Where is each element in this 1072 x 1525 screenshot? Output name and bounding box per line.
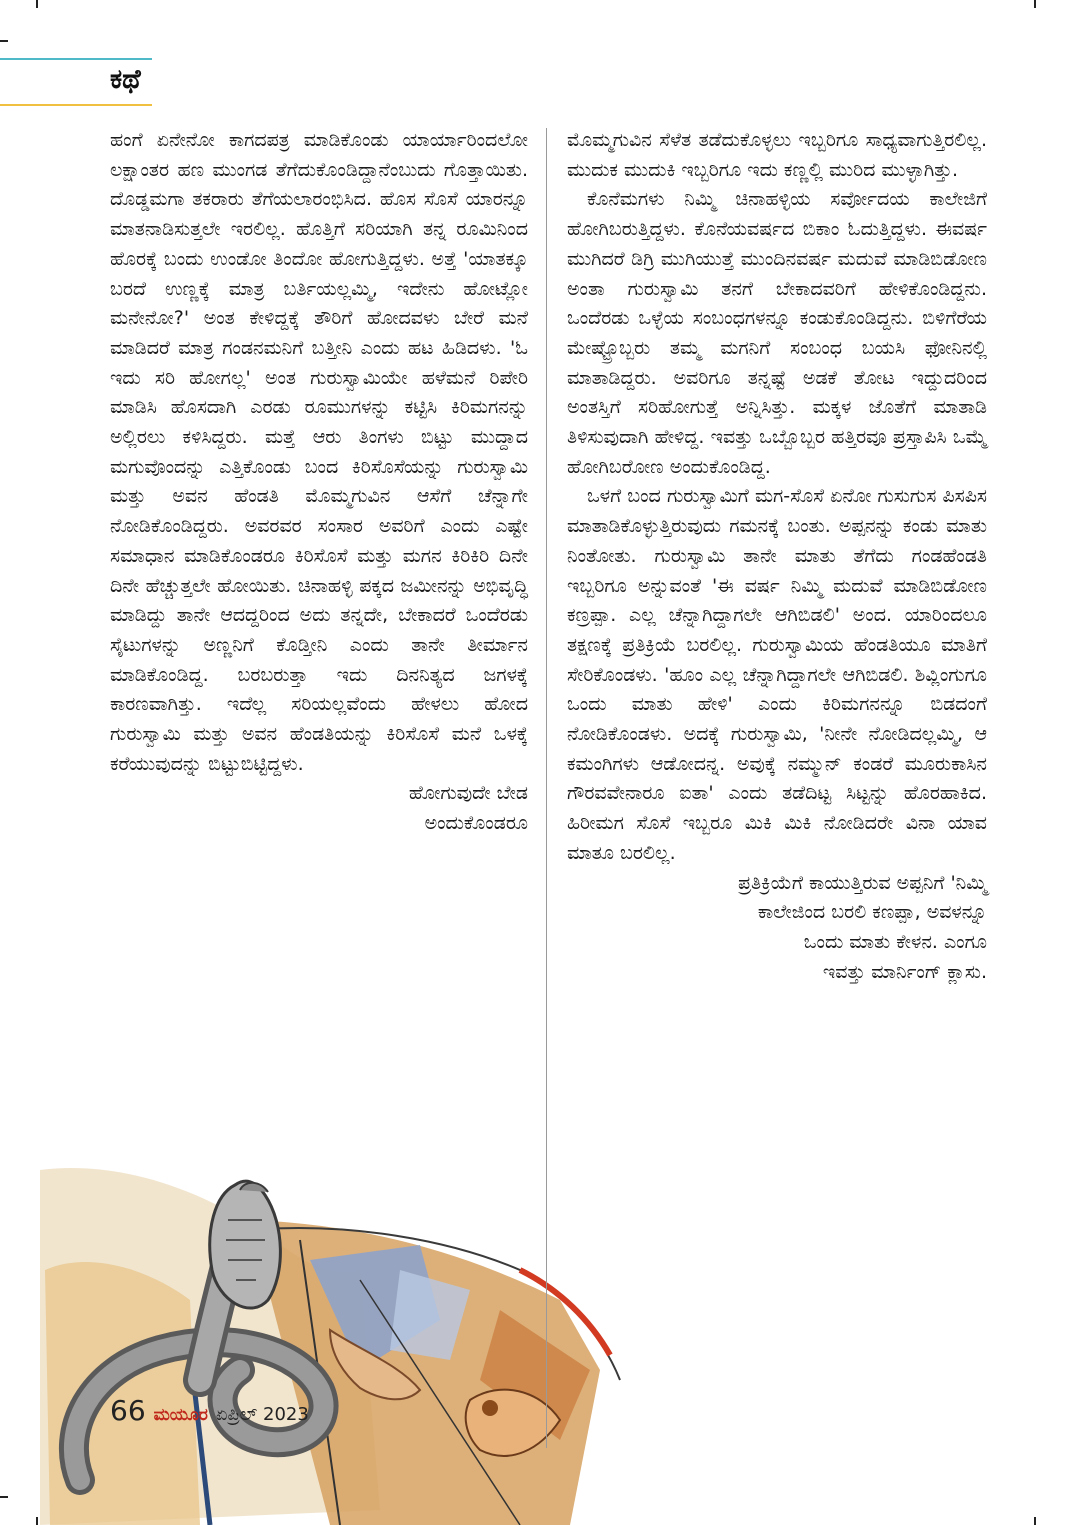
right-tail-line-1: ಪ್ರತಿಕ್ರಿಯೆಗೆ ಕಾಯುತ್ತಿರುವ ಅಪ್ಪನಿಗೆ 'ನಿಮ್ಮಿ (738, 871, 987, 894)
section-title: ಕಥೆ (110, 64, 141, 95)
column-divider (546, 128, 547, 1448)
page-footer (110, 1394, 309, 1427)
header-rule-teal (0, 58, 152, 60)
crop-mark (0, 40, 8, 42)
magazine-name: ಮಯೂರ (153, 1405, 208, 1425)
left-column (110, 126, 528, 839)
left-tail-line-2: ಅಂದುಕೊಂಡರೂ (424, 812, 528, 835)
header-rule-yellow (0, 104, 152, 106)
crop-mark (36, 0, 38, 8)
crop-mark (1034, 1517, 1036, 1525)
left-paragraph-1: ಹಂಗೆ ಏನೇನೋ ಕಾಗದಪತ್ರ ಮಾಡಿಕೊಂಡು ಯಾರ್ಯಾರಿಂದಲೋ ಲಕ್ಷಾಂತರ ಹಣ ಮುಂಗಡ ತೆಗೆದುಕೊಂಡಿದ್ದಾನೆಂಬುದು ಗೊತ್ತಾಯಿತು. ದೊಡ್ಡಮಗಾ ತಕರಾರು ತೆಗೆಯಲಾರಂಭಿಸಿದ. ಹೊಸ ಸೊಸೆ ಯಾರನ್ನೂ ಮಾತನಾಡಿಸುತ್ತಲೇ ಇರಲಿಲ್ಲ. ಹೊತ್ತಿಗೆ ಸರಿಯಾಗಿ ತನ್ನ ರೂಮಿನಿಂದ ಹೊರಕ್ಕೆ ಬಂದು ಉಂಡೋ ತಿಂದೋ ಹೋಗುತ್ತಿದ್ದಳು. ಅತ್ತೆ 'ಯಾತಕ್ಕೂ ಬರದೆ ಉಣ್ಣಕ್ಕೆ ಮಾತ್ರ ಬರ್ತಿಯಲ್ಲಮ್ಮಿ, ಇದೇನು ಹೋಟ್ಲೋ ಮನೇನೋ?' ಅಂತ ಕೇಳಿದ್ದಕ್ಕೆ ತೌರಿಗೆ ಹೋದವಳು ಬೇರೆ ಮನೆ ಮಾಡಿದರೆ ಮಾತ್ರ ಗಂಡನಮನಿಗೆ ಬತ್ತೀನಿ ಎಂದು ಹಟ ಹಿಡಿದಳು. 'ಓ ಇದು ಸರಿ ಹೋಗಲ್ಲ' ಅಂತ ಗುರುಸ್ವಾಮಿಯೇ ಹಳೆಮನೆ ರಿಪೇರಿ ಮಾಡಿಸಿ ಹೊಸದಾಗಿ ಎರಡು ರೂಮುಗಳನ್ನು ಕಟ್ಟಿಸಿ ಕಿರಿಮಗನನ್ನು ಅಲ್ಲಿರಲು ಕಳಿಸಿದ್ದರು. ಮತ್ತೆ ಆರು ತಿಂಗಳು ಬಿಟ್ಟು ಮುದ್ದಾದ ಮಗುವೊಂದನ್ನು ಎತ್ತಿಕೊಂಡು ಬಂದ ಕಿರಿಸೊಸೆಯನ್ನು ಗುರುಸ್ವಾಮಿ ಮತ್ತು ಅವನ ಹೆಂಡತಿ ಮೊಮ್ಮಗುವಿನ ಆಸೆಗೆ ಚೆನ್ನಾಗೇ ನೋಡಿಕೊಂಡಿದ್ದರು. ಅವರವರ ಸಂಸಾರ ಅವರಿಗೆ ಎಂದು ಎಷ್ಟೇ ಸಮಾಧಾನ ಮಾಡಿಕೊಂಡರೂ ಕಿರಿಸೊಸೆ ಮತ್ತು ಮಗನ ಕಿರಿಕಿರಿ ದಿನೇ ದಿನೇ ಹೆಚ್ಚುತ್ತಲೇ ಹೋಯಿತು. ಚಿನಾಹಳ್ಳಿ ಪಕ್ಕದ ಜಮೀನನ್ನು ಅಭಿವೃದ್ಧಿ ಮಾಡಿದ್ದು ತಾನೇ ಆದದ್ದರಿಂದ ಅದು ತನ್ನದೇ, ಬೇಕಾದರೆ ಒಂದೆರಡು ಸೈಟುಗಳನ್ನು ಅಣ್ಣನಿಗೆ ಕೊಡ್ತೀನಿ ಎಂದು ತಾನೇ ತೀರ್ಮಾನ ಮಾಡಿಕೊಂಡಿದ್ದ. ಬರಬರುತ್ತಾ ಇದು ದಿನನಿತ್ಯದ ಜಗಳಕ್ಕೆ ಕಾರಣವಾಗಿತ್ತು. ಇದೆಲ್ಲ ಸರಿಯಲ್ಲವೆಂದು ಹೇಳಲು ಹೋದ ಗುರುಸ್ವಾಮಿ ಮತ್ತು ಅವನ ಹೆಂಡತಿಯನ್ನು ಕಿರಿಸೊಸೆ ಮನೆ ಒಳಕ್ಕೆ ಕರೆಯುವುದನ್ನು ಬಿಟ್ಟುಬಿಟ್ಟಿದ್ದಳು. (110, 129, 528, 775)
crop-mark (1034, 0, 1036, 8)
issue-date: ಏಪ್ರಿಲ್ 2023 (215, 1404, 309, 1425)
right-paragraph-2: ಕೊನೆಮಗಳು ನಿಮ್ಮಿ ಚಿನಾಹಳ್ಳಿಯ ಸರ್ವೋದಯ ಕಾಲೇಜಿಗೆ ಹೋಗಿಬರುತ್ತಿದ್ದಳು. ಕೊನೆಯವರ್ಷದ ಬಿಕಾಂ ಓದುತ್ತಿದ್ದಳು. ಈವರ್ಷ ಮುಗಿದರೆ ಡಿಗ್ರಿ ಮುಗಿಯುತ್ತೆ ಮುಂದಿನವರ್ಷ ಮದುವೆ ಮಾಡಿಬಿಡೋಣ ಅಂತಾ ಗುರುಸ್ವಾಮಿ ತನಗೆ ಬೇಕಾದವರಿಗೆ ಹೇಳಿಕೊಂಡಿದ್ದನು. ಒಂದೆರಡು ಒಳ್ಳೆಯ ಸಂಬಂಧಗಳನ್ನೂ ಕಂಡುಕೊಂಡಿದ್ದನು. ಬಿಳಿಗೆರೆಯ ಮೇಷ್ಟ್ರೊಬ್ಬರು ತಮ್ಮ ಮಗನಿಗೆ ಸಂಬಂಧ ಬಯಸಿ ಫೋನಿನಲ್ಲಿ ಮಾತಾಡಿದ್ದರು. ಅವರಿಗೂ ತನ್ನಷ್ಟೆ ಅಡಕೆ ತೋಟ ಇದ್ದುದರಿಂದ ಅಂತಸ್ತಿಗೆ ಸರಿಹೋಗುತ್ತೆ ಅನ್ನಿಸಿತ್ತು. ಮಕ್ಕಳ ಜೊತೆಗೆ ಮಾತಾಡಿ ತಿಳಿಸುವುದಾಗಿ ಹೇಳಿದ್ದ. ಇವತ್ತು ಒಬ್ಬೊಬ್ಬರ ಹತ್ತಿರವೂ ಪ್ರಸ್ತಾಪಿಸಿ ಒಮ್ಮೆ ಹೋಗಿಬರೋಣ ಅಂದುಕೊಂಡಿದ್ದ. (567, 188, 987, 478)
right-paragraph-3: ಒಳಗೆ ಬಂದ ಗುರುಸ್ವಾಮಿಗೆ ಮಗ-ಸೊಸೆ ಏನೋ ಗುಸುಗುಸ ಪಿಸಪಿಸ ಮಾತಾಡಿಕೊಳ್ಳುತ್ತಿರುವುದು ಗಮನಕ್ಕೆ ಬಂತು. ಅಪ್ಪನನ್ನು ಕಂಡು ಮಾತು ನಿಂತೋತು. ಗುರುಸ್ವಾಮಿ ತಾನೇ ಮಾತು ತೆಗೆದು ಗಂಡಹೆಂಡತಿ ಇಬ್ಬರಿಗೂ ಅನ್ನುವಂತೆ 'ಈ ವರ್ಷ ನಿಮ್ಮಿ ಮದುವೆ ಮಾಡಿಬಿಡೋಣ ಕಣ್ರಪ್ಪಾ. ಎಲ್ಲ ಚೆನ್ನಾಗಿದ್ದಾಗಲೇ ಆಗಿಬಿಡಲಿ' ಅಂದ. ಯಾರಿಂದಲೂ ತಕ್ಷಣಕ್ಕೆ ಪ್ರತಿಕ್ರಿಯೆ ಬರಲಿಲ್ಲ. ಗುರುಸ್ವಾಮಿಯ ಹೆಂಡತಿಯೂ ಮಾತಿಗೆ ಸೇರಿಕೊಂಡಳು. 'ಹೂಂ ಎಲ್ಲ ಚೆನ್ನಾಗಿದ್ದಾಗಲೇ ಆಗಿಬಿಡಲಿ. ಶಿವ್ಲಿಂಗುಗೂ ಒಂದು ಮಾತು ಹೇಳಿ' ಎಂದು ಕಿರಿಮಗನನ್ನೂ ಬಿಡದಂಗೆ ನೋಡಿಕೊಂಡಳು. ಅದಕ್ಕೆ ಗುರುಸ್ವಾಮಿ, 'ನೀನೇ ನೋಡಿದಲ್ಲಮ್ಮಿ, ಆ ಕಮಂಗಿಗಳು ಆಡೋದನ್ನ. ಅವುಕ್ಕೆ ನಮ್ಮುನ್ ಕಂಡರೆ ಮೂರುಕಾಸಿನ ಗೌರವವೇನಾರೂ ಐತಾ' ಎಂದು ತಡೆದಿಟ್ಟ ಸಿಟ್ಟನ್ನು ಹೊರಹಾಕಿದ. ಹಿರೀಮಗ ಸೊಸೆ ಇಬ್ಬರೂ ಮಿಕಿ ಮಿಕಿ ನೋಡಿದರೇ ವಿನಾ ಯಾವ ಮಾತೂ ಬರಲಿಲ್ಲ. (567, 485, 987, 864)
right-tail-line-3: ಒಂದು ಮಾತು ಕೇಳನ. ಎಂಗೂ (803, 930, 987, 953)
right-tail-line-2: ಕಾಲೇಜಿಂದ ಬರಲಿ ಕಣಪ್ಪಾ, ಅವಳನ್ನೂ (757, 901, 987, 924)
right-tail-line-4: ಇವತ್ತು ಮಾರ್ನಿಂಗ್ ಕ್ಲಾಸು. (822, 960, 987, 983)
page-number: 66 (110, 1394, 146, 1427)
right-column (567, 126, 987, 987)
cobra-illustration-icon (0, 1150, 700, 1525)
right-paragraph-1: ಮೊಮ್ಮಗುವಿನ ಸೆಳೆತ ತಡೆದುಕೊಳ್ಳಲು ಇಬ್ಬರಿಗೂ ಸಾಧ್ಯವಾಗುತ್ತಿರಲಿಲ್ಲ. ಮುದುಕ ಮುದುಕಿ ಇಬ್ಬರಿಗೂ ಇದು ಕಣ್ಣಲ್ಲಿ ಮುರಿದ ಮುಳ್ಳಾಗಿತ್ತು. (567, 129, 987, 181)
left-tail-line-1: ಹೋಗುವುದೇ ಬೇಡ (408, 782, 528, 805)
